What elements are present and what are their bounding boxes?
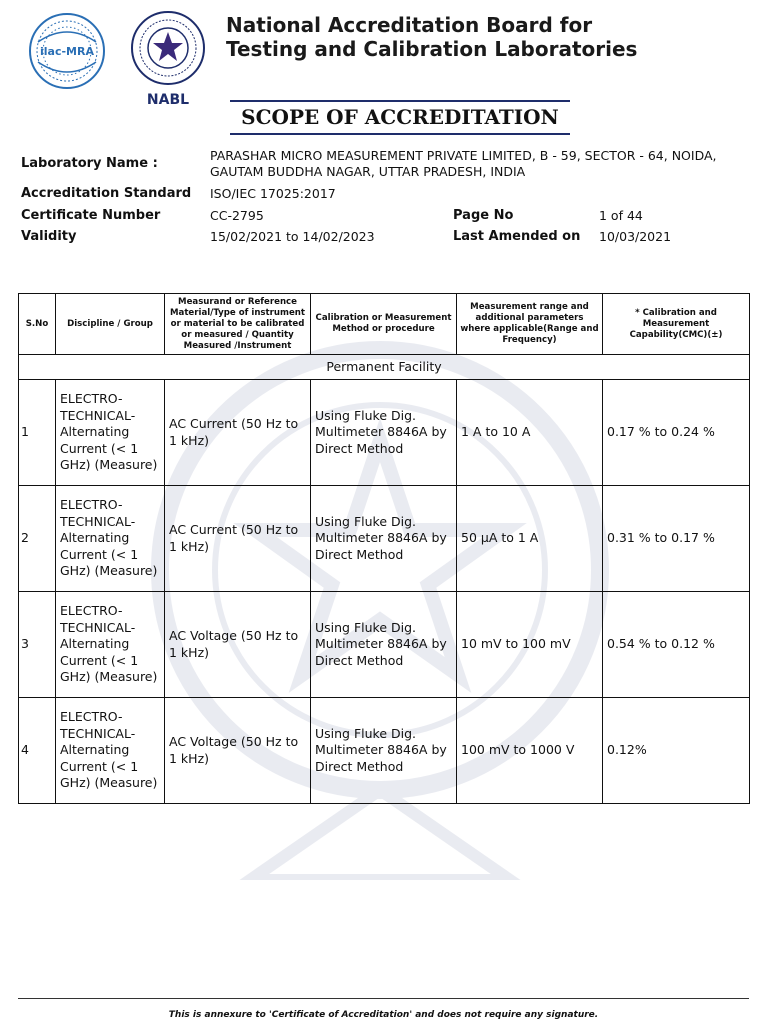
nabl-logo bbox=[126, 8, 210, 110]
row-method: Using Fluke Dig. Multimeter 8846A by Direct Method bbox=[311, 592, 457, 698]
standard-label: Accreditation Standard bbox=[21, 186, 192, 201]
row-range: 1 A to 10 A bbox=[457, 380, 603, 486]
header-discipline: Discipline / Group bbox=[56, 294, 165, 355]
row-measurand: AC Current (50 Hz to 1 kHz) bbox=[165, 380, 311, 486]
standard-value: ISO/IEC 17025:2017 bbox=[210, 186, 336, 201]
row-measurand: AC Voltage (50 Hz to 1 kHz) bbox=[165, 592, 311, 698]
ilac-logo-text: ilac-MRA bbox=[40, 45, 94, 58]
lab-name-line2: GAUTAM BUDDHA NAGAR, UTTAR PRADESH, INDIA bbox=[210, 164, 526, 179]
header-method: Calibration or Measurement Method or procedure bbox=[311, 294, 457, 355]
facility-label: Permanent Facility bbox=[19, 355, 750, 380]
footer-divider bbox=[18, 998, 749, 999]
row-sno: 1 bbox=[19, 380, 56, 486]
table-header-row bbox=[19, 294, 750, 355]
header-measurand: Measurand or Reference Material/Type of instrument or material to be calibrated or measured / Quantity Measured /Instrument bbox=[165, 294, 311, 355]
organization-name bbox=[226, 13, 646, 61]
row-sno: 4 bbox=[19, 698, 56, 804]
scope-table bbox=[18, 293, 750, 804]
amended-value: 10/03/2021 bbox=[599, 229, 672, 244]
row-sno: 2 bbox=[19, 486, 56, 592]
row-range: 50 µA to 1 A bbox=[457, 486, 603, 592]
footer-note: This is annexure to 'Certificate of Accreditation' and does not require any signature. bbox=[168, 1010, 599, 1020]
row-method: Using Fluke Dig. Multimeter 8846A by Direct Method bbox=[311, 380, 457, 486]
row-discipline: ELECTRO-TECHNICAL-Alternating Current (< 1 GHz) (Measure) bbox=[56, 380, 165, 486]
row-method: Using Fluke Dig. Multimeter 8846A by Direct Method bbox=[311, 486, 457, 592]
row-cmc: 0.17 % to 0.24 % bbox=[603, 380, 750, 486]
row-discipline: ELECTRO-TECHNICAL-Alternating Current (< 1 GHz) (Measure) bbox=[56, 698, 165, 804]
page-value: 1 of 44 bbox=[599, 208, 643, 223]
nabl-logo-text: NABL bbox=[146, 92, 190, 108]
row-method: Using Fluke Dig. Multimeter 8846A by Direct Method bbox=[311, 698, 457, 804]
table-row bbox=[19, 698, 750, 804]
validity-label: Validity bbox=[21, 229, 77, 244]
lab-name-label: Laboratory Name : bbox=[21, 156, 158, 171]
ilac-mra-logo bbox=[28, 12, 106, 90]
organization-name-line2: Testing and Calibration Laboratories bbox=[226, 37, 638, 61]
validity-value: 15/02/2021 to 14/02/2023 bbox=[210, 229, 375, 244]
scope-title: SCOPE OF ACCREDITATION bbox=[230, 100, 570, 135]
header-sno: S.No bbox=[19, 294, 56, 355]
row-cmc: 0.31 % to 0.17 % bbox=[603, 486, 750, 592]
row-measurand: AC Current (50 Hz to 1 kHz) bbox=[165, 486, 311, 592]
row-sno: 3 bbox=[19, 592, 56, 698]
row-range: 100 mV to 1000 V bbox=[457, 698, 603, 804]
certificate-value: CC-2795 bbox=[210, 208, 264, 223]
row-measurand: AC Voltage (50 Hz to 1 kHz) bbox=[165, 698, 311, 804]
page-label: Page No bbox=[453, 208, 514, 223]
lab-name-line1: PARASHAR MICRO MEASUREMENT PRIVATE LIMITED, B - 59, SECTOR - 64, NOIDA, bbox=[210, 148, 717, 163]
row-cmc: 0.12% bbox=[603, 698, 750, 804]
certificate-label: Certificate Number bbox=[21, 208, 161, 223]
organization-name-line1: National Accreditation Board for bbox=[226, 13, 593, 37]
row-cmc: 0.54 % to 0.12 % bbox=[603, 592, 750, 698]
row-discipline: ELECTRO-TECHNICAL-Alternating Current (< 1 GHz) (Measure) bbox=[56, 486, 165, 592]
header-cmc: * Calibration and Measurement Capability(CMC)(±) bbox=[603, 294, 750, 355]
amended-label: Last Amended on bbox=[453, 229, 581, 244]
table-row bbox=[19, 380, 750, 486]
facility-row bbox=[19, 355, 750, 380]
row-range: 10 mV to 100 mV bbox=[457, 592, 603, 698]
table-row bbox=[19, 486, 750, 592]
row-discipline: ELECTRO-TECHNICAL-Alternating Current (< 1 GHz) (Measure) bbox=[56, 592, 165, 698]
lab-name-value bbox=[210, 148, 750, 180]
table-row bbox=[19, 592, 750, 698]
header-range: Measurement range and additional parameters where applicable(Range and Frequency) bbox=[457, 294, 603, 355]
